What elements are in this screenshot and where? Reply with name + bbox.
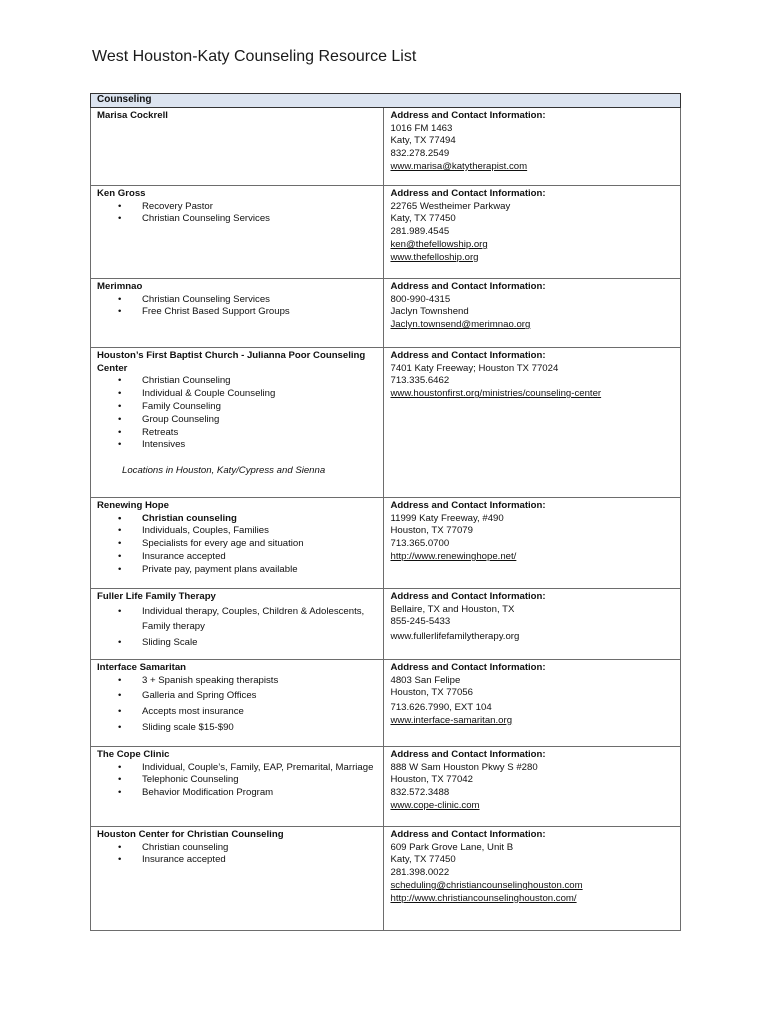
list-item: • Recovery Pastor [97,201,377,214]
contact-heading: Address and Contact Information: [390,280,546,292]
contact-cell [384,826,681,930]
section-header-row [91,94,681,108]
service-list [97,604,377,650]
contact-line: 855-245-5433 [390,616,451,628]
provider-name: Ken Gross [97,187,146,199]
page-title: West Houston-Katy Counseling Resource List [92,48,417,65]
service-list [97,513,377,577]
contact-link[interactable]: www.marisa@katytherapist.com [390,160,528,172]
list-item: • Christian Counseling Services [97,213,377,226]
contact-link[interactable]: ken@thefellowship.org [390,238,488,250]
provider-cell [91,497,384,588]
contact-heading: Address and Contact Information: [390,499,546,511]
table-row [91,746,681,826]
contact-link[interactable]: www.cope-clinic.com [390,799,480,811]
list-item: • Private pay, payment plans available [97,564,377,577]
contact-line: 7401 Katy Freeway; Houston TX 77024 [390,362,559,374]
provider-cell [91,588,384,659]
provider-cell [91,826,384,930]
contact-line: Houston, TX 77042 [390,774,473,786]
contact-cell [384,588,681,659]
contact-cell [384,278,681,347]
provider-name: Interface Samaritan [97,661,187,673]
contact-heading: Address and Contact Information: [390,349,546,361]
contact-line: Katy, TX 77450 [390,854,456,866]
contact-link[interactable]: www.interface-samaritan.org [390,714,513,726]
contact-line: Katy, TX 77494 [390,135,456,147]
table-row [91,588,681,659]
table-row [91,185,681,278]
table-row [91,107,681,185]
contact-line: Jaclyn Townshend [390,306,469,318]
contact-line: Houston, TX 77079 [390,525,473,537]
contact-link[interactable]: www.houstonfirst.org/ministries/counseling-center [390,388,602,400]
contact-line: 713.365.0700 [390,538,450,550]
list-item: • Family Counseling [97,401,377,414]
provider-name: Marisa Cockrell [97,109,168,121]
service-list [97,842,377,868]
contact-cell [384,185,681,278]
table-row [91,347,681,497]
list-item: • Behavior Modification Program [97,787,377,800]
list-item: • Group Counseling [97,414,377,427]
provider-cell [91,278,384,347]
service-list [97,762,377,800]
list-item: • Telephonic Counseling [97,774,377,787]
list-item: • Christian Counseling [97,375,377,388]
contact-link[interactable]: www.thefelloship.org [390,251,479,263]
contact-line: 832.572.3488 [390,787,450,799]
contact-line: 713.626.7990, EXT 104 [390,702,492,714]
service-list [97,201,377,227]
contact-cell [384,497,681,588]
list-item: • Sliding Scale [97,637,377,650]
contact-line: 1016 FM 1463 [390,122,453,134]
provider-name: Houston Center for Christian Counseling [97,828,284,840]
provider-name: Houston’s First Baptist Church - Julianna Poor Counseling Center [97,349,366,374]
provider-name: Renewing Hope [97,499,169,511]
provider-cell [91,347,384,497]
list-item: • Insurance accepted [97,551,377,564]
list-item: • Insurance accepted [97,854,377,867]
contact-link[interactable]: http://www.renewinghope.net/ [390,550,517,562]
contact-link[interactable]: http://www.christiancounselinghouston.com/ [390,892,577,904]
contact-line: 713.335.6462 [390,375,450,387]
contact-line: 888 W Sam Houston Pkwy S #280 [390,761,538,773]
list-item: • Specialists for every age and situation [97,538,377,551]
contact-cell [384,659,681,746]
contact-line: Katy, TX 77450 [390,213,456,225]
resource-table [90,93,681,931]
list-item: • Christian counseling [97,842,377,855]
contact-link[interactable]: Jaclyn.townsend@merimnao.org [390,319,531,331]
contact-heading: Address and Contact Information: [390,109,546,121]
list-item: • Individual, Couple’s, Family, EAP, Premarital, Marriage [97,762,377,775]
section-header: Counseling [91,94,681,108]
contact-heading: Address and Contact Information: [390,661,546,673]
provider-name: Fuller Life Family Therapy [97,590,216,602]
contact-cell [384,107,681,185]
contact-heading: Address and Contact Information: [390,748,546,760]
provider-name: Merimnao [97,280,143,292]
provider-cell [91,107,384,185]
contact-line: 609 Park Grove Lane, Unit B [390,841,514,853]
service-list [97,675,377,735]
service-list [97,375,377,452]
contact-line: 281.398.0022 [390,867,450,879]
table-row [91,278,681,347]
contact-heading: Address and Contact Information: [390,590,546,602]
table-row [91,659,681,746]
list-item: • Individuals, Couples, Families [97,525,377,538]
contact-cell [384,746,681,826]
contact-heading: Address and Contact Information: [390,828,546,840]
list-item: • Christian counseling [97,513,377,526]
table-row [91,497,681,588]
contact-line: 22765 Westheimer Parkway [390,200,511,212]
locations-note: Locations in Houston, Katy/Cypress and Sienna [122,465,326,477]
contact-line: Bellaire, TX and Houston, TX [390,603,515,615]
contact-line: 800-990-4315 [390,293,451,305]
provider-cell [91,659,384,746]
contact-link[interactable]: scheduling@christiancounselinghouston.com [390,879,583,891]
contact-line: www.fullerlifefamilytherapy.org [390,631,520,643]
list-item: • Free Christ Based Support Groups [97,306,377,319]
provider-cell [91,746,384,826]
contact-line: 281.989.4545 [390,226,450,238]
list-item: • Christian Counseling Services [97,294,377,307]
list-item: • Sliding scale $15-$90 [97,722,377,735]
list-item: • Accepts most insurance [97,706,377,719]
provider-cell [91,185,384,278]
list-item: • Intensives [97,439,377,452]
list-item: • Individual & Couple Counseling [97,388,377,401]
list-item: • Individual therapy, Couples, Children & Adolescents, Family therapy [97,604,377,634]
contact-line: 11999 Katy Freeway, #490 [390,512,504,524]
table-row [91,826,681,930]
contact-line: 4803 San Felipe [390,674,461,686]
contact-heading: Address and Contact Information: [390,187,546,199]
list-item: • Retreats [97,427,377,440]
list-item: • 3 + Spanish speaking therapists [97,675,377,688]
contact-line: Houston, TX 77056 [390,687,473,699]
list-item: • Galleria and Spring Offices [97,690,377,703]
contact-line: 832.278.2549 [390,148,450,160]
contact-cell [384,347,681,497]
provider-name: The Cope Clinic [97,748,170,760]
service-list [97,294,377,320]
